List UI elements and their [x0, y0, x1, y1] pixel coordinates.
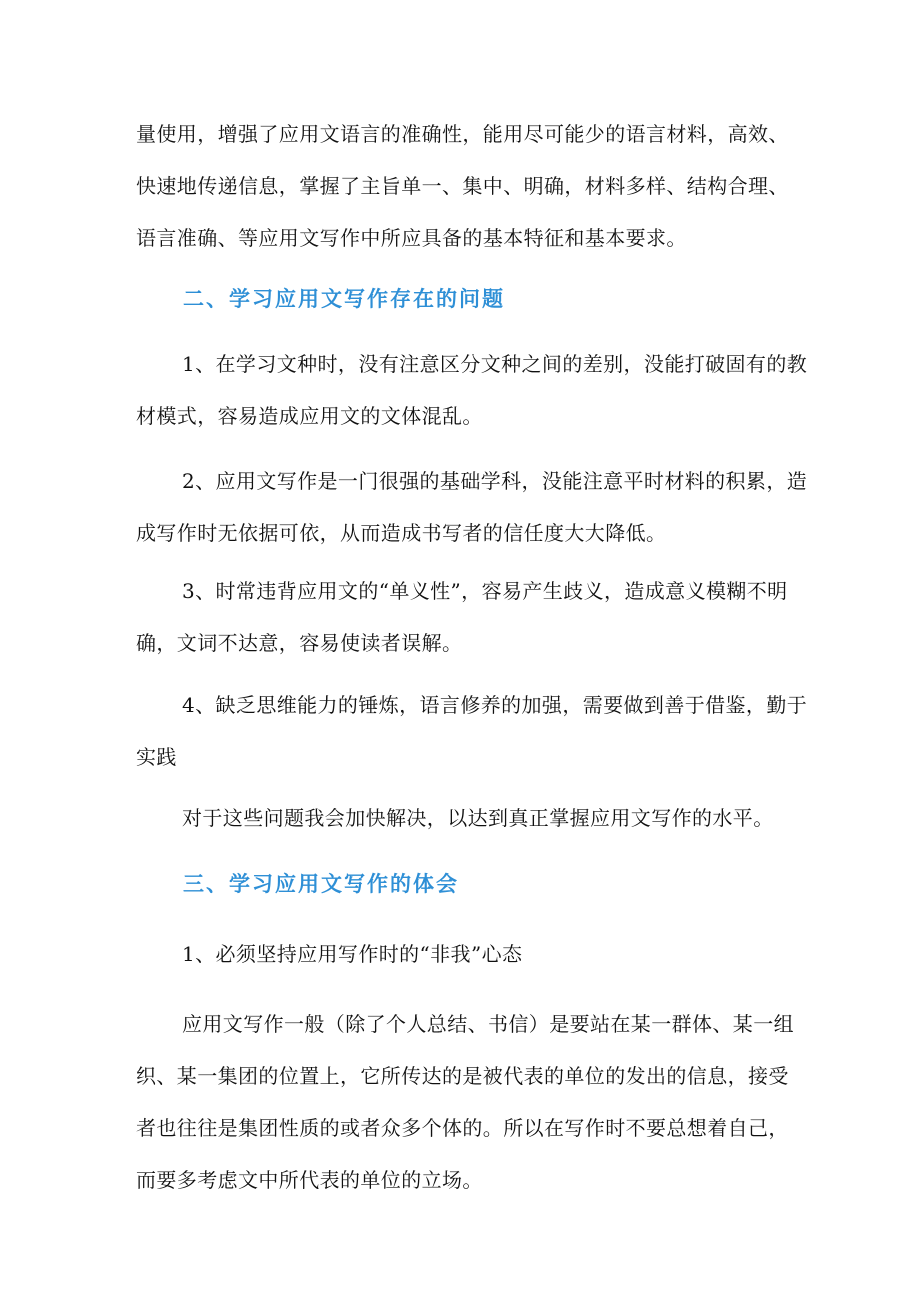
problem-item-4 — [136, 679, 808, 783]
section-heading-experience: 三、学习应用文写作的体会 — [183, 872, 459, 896]
experience-line-4: 而要多考虑文中所代表的单位的立场。 — [136, 1168, 483, 1192]
problem-item-2 — [136, 455, 808, 559]
intro-line-1: 量使用，增强了应用文语言的准确性，能用尽可能少的语言材料，高效、 — [136, 122, 789, 146]
intro-line-2: 快速地传递信息，掌握了主旨单一、集中、明确，材料多样、结构合理、 — [136, 174, 789, 198]
section-heading-problems: 二、学习应用文写作存在的问题 — [183, 287, 505, 311]
intro-paragraph — [136, 108, 796, 264]
problem-item-1 — [136, 338, 808, 442]
experience-line-1: 应用文写作一般（除了个人总结、书信）是要站在某一群体、某一组 — [182, 1012, 794, 1036]
experience-sub-1: 1、必须坚持应用写作时的“非我”心态 — [182, 942, 523, 966]
problem-item-3 — [136, 565, 796, 669]
experience-line-3: 者也往往是集团性质的或者众多个体的。所以在写作时不要总想着自己， — [136, 1116, 789, 1140]
problem-item-1-line-2: 材模式，容易造成应用文的文体混乱。 — [136, 404, 483, 428]
problem-item-3-line-2: 确，文词不达意，容易使读者误解。 — [136, 631, 463, 655]
problem-item-2-line-2: 成写作时无依据可依，从而造成书写者的信任度大大降低。 — [136, 521, 667, 545]
intro-line-3: 语言准确、等应用文写作中所应具备的基本特征和基本要求。 — [136, 226, 687, 250]
problem-item-2-line-1: 2、应用文写作是一门很强的基础学科，没能注意平时材料的积累，造 — [182, 469, 808, 493]
experience-subheading — [136, 928, 796, 980]
conclusion-line: 对于这些问题我会加快解决，以达到真正掌握应用文写作的水平。 — [182, 806, 774, 830]
conclusion-paragraph — [136, 792, 796, 844]
problem-item-4-line-1: 4、缺乏思维能力的锤炼，语言修养的加强，需要做到善于借鉴，勤于 — [182, 693, 808, 717]
experience-line-2: 织、某一集团的位置上，它所传达的是被代表的单位的发出的信息，接受 — [136, 1064, 789, 1088]
problem-item-1-line-1: 1、在学习文种时，没有注意区分文种之间的差别，没能打破固有的教 — [182, 352, 808, 376]
problem-item-3-line-1: 3、时常违背应用文的“单义性”，容易产生歧义，造成意义模糊不明 — [182, 579, 788, 603]
experience-paragraph — [136, 998, 796, 1206]
problem-item-4-line-2: 实践 — [136, 745, 177, 769]
